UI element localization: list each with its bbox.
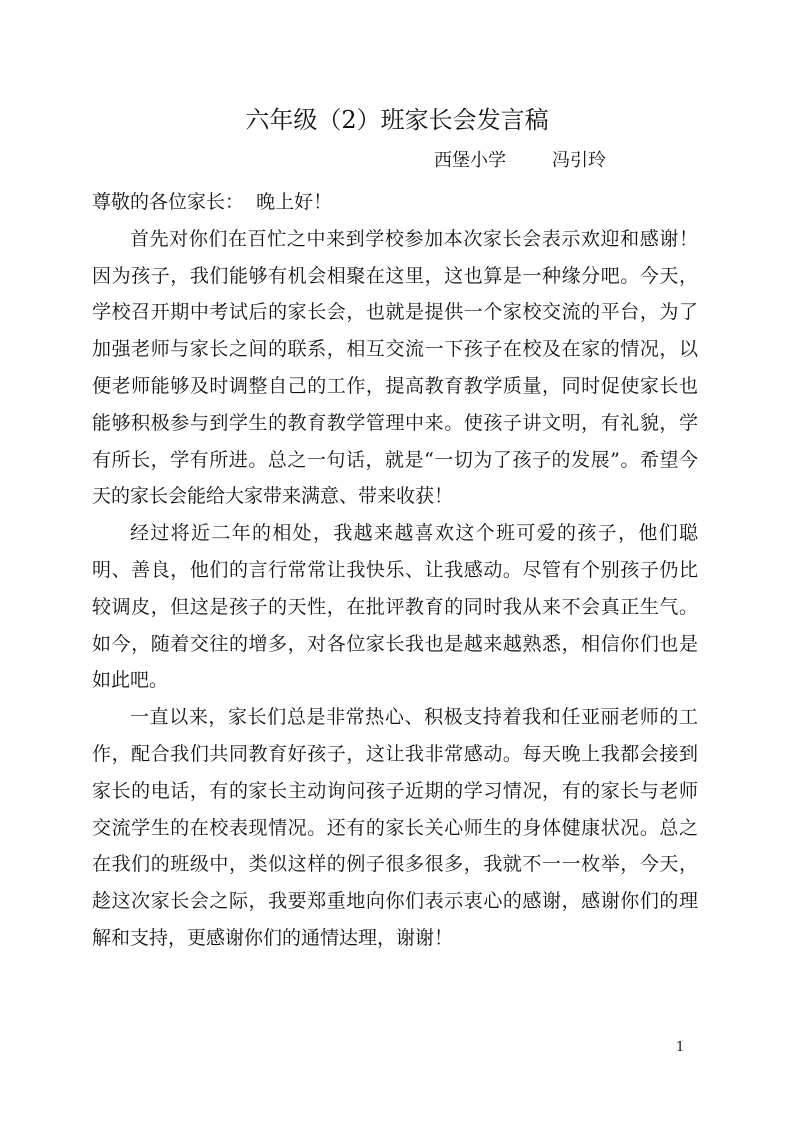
salutation: 尊敬的各位家长： 晚上好！ (92, 191, 333, 213)
byline (434, 148, 606, 174)
paragraph-3: 一直以来，家长们总是非常热心、积极支持着我和任亚丽老师的工作，配合我们共同教育好孩子，这让我非常感动。每天晚上我都会接到家长的电话，有的家长主动询问孩子近期的学习情况，有的家长与老师交流学生的在校表现情况。还有的家长关心师生的身体健康状况。总之在我们的班级中，类似这样的例子很多很多，我就不一一枚举，今天，趁这次家长会之际，我要郑重地向你们表示衷心的感谢，感谢你们的理解和支持，更感谢你们的通情达理，谢谢！ (92, 706, 698, 949)
paragraph-2: 经过将近二年的相处，我越来越喜欢这个班可爱的孩子，他们聪明、善良，他们的言行常常让我快乐、让我感动。尽管有个别孩子仍比较调皮，但这是孩子的天性，在批评教育的同时我从来不会真正生气。如今，随着交往的增多，对各位家长我也是越来越熟悉，相信你们也是如此吧。 (92, 522, 698, 692)
byline-school: 西堡小学 (434, 150, 506, 171)
document-title: 六年级（2）班家长会发言稿 (245, 106, 549, 134)
document-body (92, 184, 698, 957)
byline-author: 冯引玲 (552, 150, 606, 171)
page-number: 1 (676, 1040, 685, 1055)
paragraph-1: 首先对你们在百忙之中来到学校参加本次家长会表示欢迎和感谢！因为孩子，我们能够有机会相聚在这里，这也算是一种缘分吧。今天，学校召开期中考试后的家长会，也就是提供一个家校交流的平台，为了加强老师与家长之间的联系，相互交流一下孩子在校及在家的情况，以便老师能够及时调整自己的工作，提高教育教学质量，同时促使家长也能够积极参与到学生的教育教学管理中来。使孩子讲文明，有礼貌，学有所长，学有所进。总之一句话，就是“一切为了孩子的发展”。希望今天的家长会能给大家带来满意、带来收获！ (92, 227, 698, 508)
